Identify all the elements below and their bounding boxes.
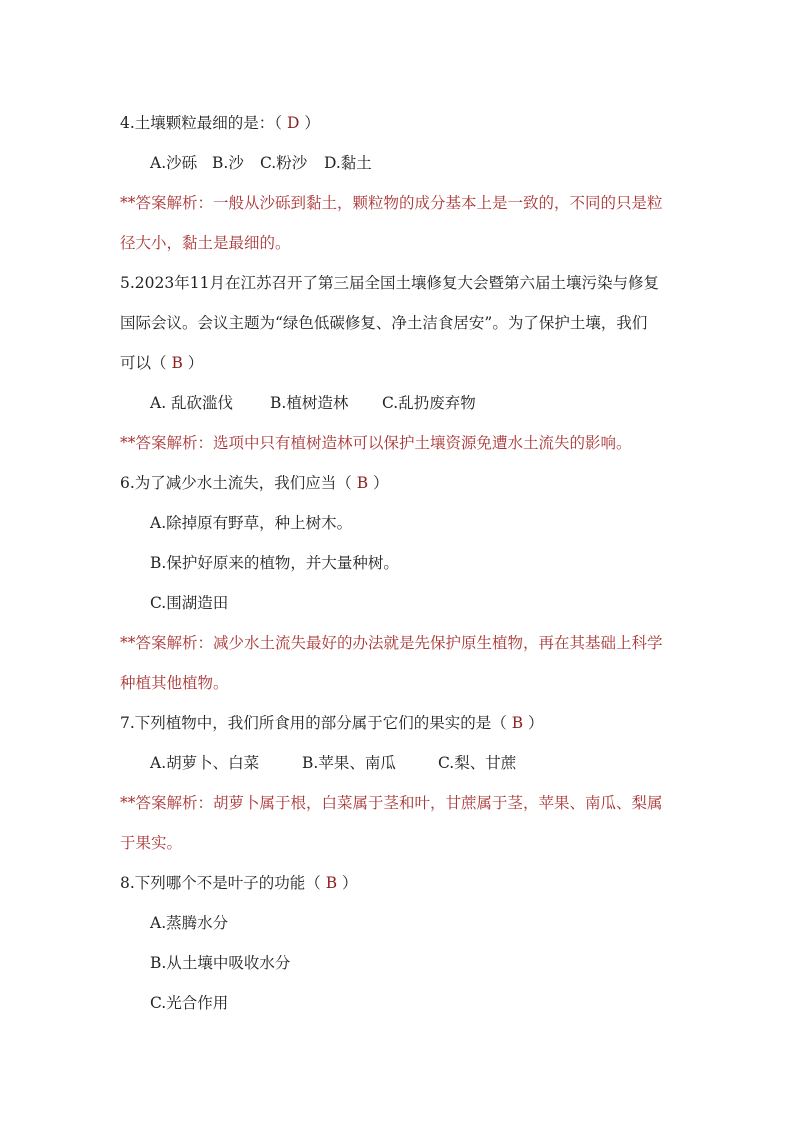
q7-option-a: A.胡萝卜、白菜 bbox=[150, 754, 260, 772]
q6-stem: 6.为了减少水土流失，我们应当（ B ） bbox=[120, 474, 389, 492]
q7-options bbox=[150, 752, 516, 774]
q5-explanation: **答案解析：选项中只有植树造林可以保护土壤资源免遭水土流失的影响。 bbox=[120, 434, 632, 452]
q4-explanation-line1: **答案解析：一般从沙砾到黏土，颗粒物的成分基本上是一致的，不同的只是粒 bbox=[120, 194, 663, 212]
q5-option-c: C.乱扔废弃物 bbox=[382, 394, 476, 412]
q7-explanation-line2: 于果实。 bbox=[120, 834, 183, 852]
q8-option-a: A.蒸腾水分 bbox=[150, 914, 229, 932]
q4-option-b: B.沙 bbox=[212, 154, 244, 172]
q6-explanation-line1: **答案解析：减少水土流失最好的办法就是先保护原生植物，再在其基础上科学 bbox=[120, 634, 663, 652]
q5-answer: B bbox=[171, 354, 183, 372]
q7-answer: B bbox=[511, 714, 524, 732]
q4-option-d: D.黏土 bbox=[324, 154, 372, 172]
q4-answer: D bbox=[286, 114, 300, 132]
q5-stem-line3: 可以（ B ） bbox=[120, 354, 204, 372]
q4-stem: 4.土壤颗粒最细的是：（ D ） bbox=[120, 114, 320, 132]
q7-explanation-line1: **答案解析：胡萝卜属于根，白菜属于茎和叶，甘蔗属于茎，苹果、南瓜、梨属 bbox=[120, 794, 663, 812]
q4-options bbox=[150, 152, 372, 174]
q8-stem: 8.下列哪个不是叶子的功能（ B ） bbox=[120, 874, 358, 892]
q6-option-a: A.除掉原有野草，种上树木。 bbox=[150, 514, 353, 532]
q6-option-b: B.保护好原来的植物，并大量种树。 bbox=[150, 554, 399, 572]
q6-option-c: C.围湖造田 bbox=[150, 594, 229, 612]
q7-option-c: C.梨、甘蔗 bbox=[438, 754, 517, 772]
q5-stem-line2: 国际会议。会议主题为“绿色低碳修复、净土洁食居安”。为了保护土壤，我们 bbox=[120, 314, 648, 332]
q8-option-b: B.从土壤中吸收水分 bbox=[150, 954, 291, 972]
q5-stem-line1: 5.2023年11月在江苏召开了第三届全国土壤修复大会暨第六届土壤污染与修复 bbox=[120, 274, 659, 292]
q7-stem: 7.下列植物中，我们所食用的部分属于它们的果实的是（ B ） bbox=[120, 714, 544, 732]
q7-option-b: B.苹果、南瓜 bbox=[302, 754, 396, 772]
q5-option-b: B.植树造林 bbox=[270, 394, 349, 412]
q6-answer: B bbox=[356, 474, 369, 492]
q8-option-c: C.光合作用 bbox=[150, 994, 229, 1012]
q6-explanation-line2: 种植其他植物。 bbox=[120, 674, 229, 692]
q8-answer: B bbox=[325, 874, 338, 892]
q4-option-c: C.粉沙 bbox=[260, 154, 308, 172]
q4-option-a: A.沙砾 bbox=[150, 154, 198, 172]
q4-explanation-line2: 径大小，黏土是最细的。 bbox=[120, 234, 291, 252]
q5-options bbox=[150, 392, 476, 414]
q5-option-a: A. 乱砍滥伐 bbox=[150, 394, 234, 412]
